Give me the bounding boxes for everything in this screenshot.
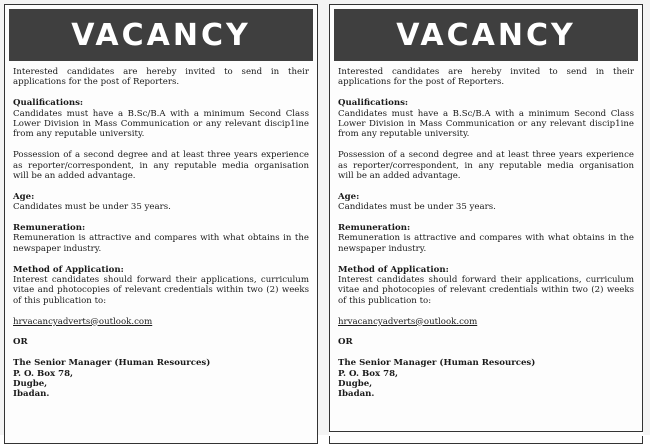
age-heading: Age: (13, 191, 35, 202)
qualifications-text: Candidates must have a B.Sc/B.A with a minimum Second Class Lower Division in Mass Communication or any relevant discip1ine from any reputable university. (338, 108, 634, 140)
bottom-divider (329, 431, 643, 436)
vacancy-banner (334, 9, 638, 61)
possession-text: Possession of a second degree and at least three years experience as reporter/correspondent, in any reputable media organisation will be an added advantage. (13, 150, 309, 182)
address-line-4: Ibadan. (13, 389, 50, 400)
email-link[interactable]: hrvacancyadverts@outlook.com (338, 316, 478, 327)
qualifications-heading: Qualifications: (338, 98, 409, 109)
or-separator: OR (13, 337, 28, 348)
vacancy-banner (9, 9, 313, 61)
remuneration-heading: Remuneration: (338, 223, 411, 234)
vacancy-title: VACANCY (396, 17, 576, 53)
intro-text: Interested candidates are hereby invited to send in their applications for the post of Reporters. (13, 67, 309, 88)
intro-text: Interested candidates are hereby invited to send in their applications for the post of Reporters. (338, 67, 634, 88)
or-separator: OR (338, 337, 353, 348)
ad-body (338, 67, 634, 400)
address-line-2: P. O. Box 78, (13, 368, 74, 379)
address-line-4: Ibadan. (338, 389, 375, 400)
remuneration-text: Remuneration is attractive and compares with what obtains in the newspaper industry. (338, 233, 634, 254)
qualifications-text: Candidates must have a B.Sc/B.A with a minimum Second Class Lower Division in Mass Communication or any relevant discip1ine from any reputable university. (13, 108, 309, 140)
method-text: Interest candidates should forward their applications, curriculum vitae and photocopies of relevant credentials within two (2) weeks of this publication to: (13, 275, 309, 306)
qualifications-heading: Qualifications: (13, 98, 84, 109)
address-line-3: Dugbe, (13, 379, 48, 390)
possession-text: Possession of a second degree and at least three years experience as reporter/correspondent, in any reputable media organisation will be an added advantage. (338, 150, 634, 182)
address-line-1: The Senior Manager (Human Resources) (13, 358, 211, 369)
address-line-2: P. O. Box 78, (338, 368, 399, 379)
vacancy-title: VACANCY (71, 17, 251, 53)
remuneration-text: Remuneration is attractive and compares with what obtains in the newspaper industry. (13, 233, 309, 254)
address-line-3: Dugbe, (338, 379, 373, 390)
method-heading: Method of Application: (13, 264, 124, 275)
age-text: Candidates must be under 35 years. (13, 202, 171, 213)
method-heading: Method of Application: (338, 264, 449, 275)
method-text: Interest candidates should forward their applications, curriculum vitae and photocopies of relevant credentials within two (2) weeks of this publication to: (338, 275, 634, 306)
ad-body (13, 67, 309, 400)
email-link[interactable]: hrvacancyadverts@outlook.com (13, 316, 153, 327)
age-text: Candidates must be under 35 years. (338, 202, 496, 213)
vacancy-ad-left (4, 4, 318, 444)
age-heading: Age: (338, 191, 360, 202)
address-line-1: The Senior Manager (Human Resources) (338, 358, 536, 369)
vacancy-ad-right (329, 4, 643, 444)
remuneration-heading: Remuneration: (13, 223, 86, 234)
